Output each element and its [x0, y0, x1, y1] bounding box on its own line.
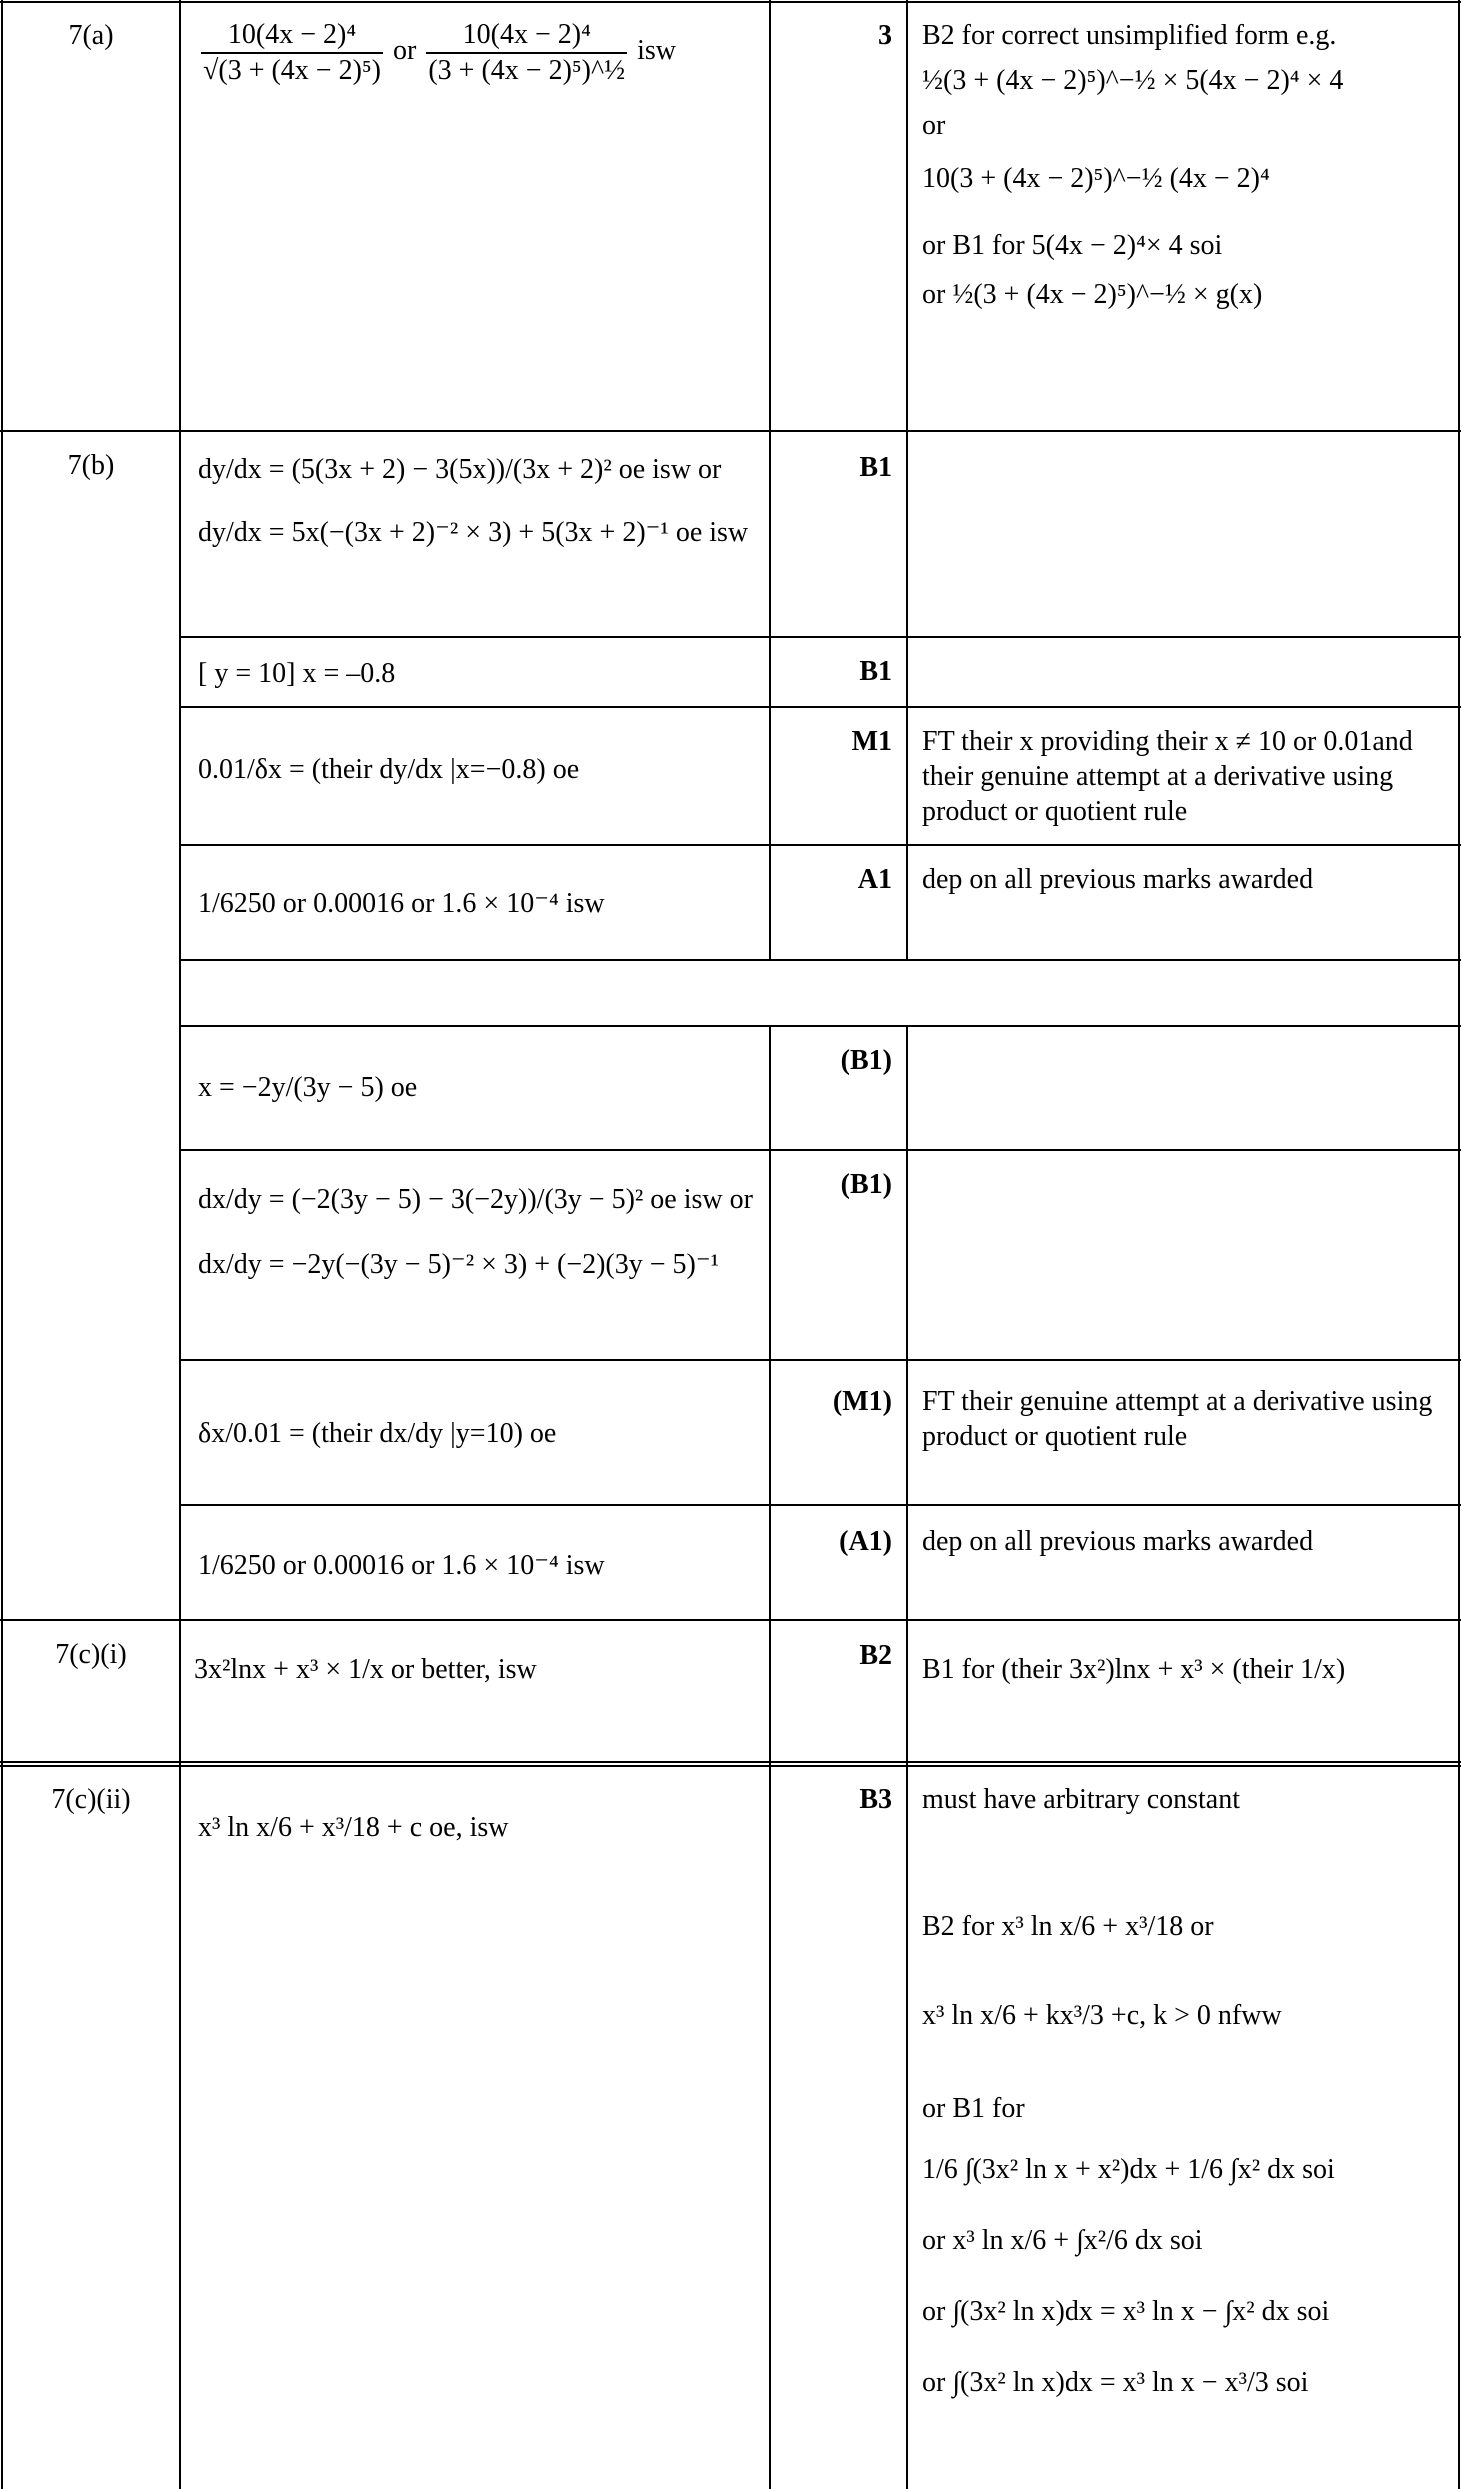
mark: 3	[878, 20, 892, 51]
guidance-7a: B2 for correct unsimplified form e.g. ½(3 + (4x − 2)⁵)^−½ × 5(4x − 2)⁴ × 4 or 10(3 + (4x − 2)⁵)^−½ (4x − 2)⁴ or B1 for 5(4x − 2)⁴× 4 soi or ½(3 + (4x − 2)⁵)^−½ × g(x)	[922, 20, 1344, 310]
answer-7b-result: 1/6250 or 0.00016 or 1.6 × 10⁻⁴ isw	[198, 888, 605, 919]
mark: B1	[859, 656, 892, 687]
answer-7a: $\frac{\text{10(4x − 2)⁴}}{\text{√(3 + (4x − 2)⁵)}}$ or $\frac{\text{10(4x − 2)⁴}}{\text{(3 + (4x − 2)⁵)\textasciicircum{}½}}$ isw	[203, 19, 677, 86]
guidance-7b-dep: dep on all previous marks awarded	[922, 864, 1314, 895]
mark: B3	[859, 1784, 892, 1815]
answer-7cii: x³ ln x/6 + x³/18 + c oe, isw	[198, 1812, 509, 1843]
mark: B2	[859, 1640, 892, 1671]
mark: (B1)	[840, 1045, 892, 1076]
guidance-7b-alt-ft: FT their genuine attempt at a derivative using product or quotient rule	[922, 1386, 1433, 1452]
mark: (M1)	[832, 1386, 892, 1417]
answer-7b-alt-result: 1/6250 or 0.00016 or 1.6 × 10⁻⁴ isw	[198, 1550, 605, 1581]
guidance-7cii: must have arbitrary constant B2 for x³ ln x/6 + x³/18 or x³ ln x/6 + kx³/3 +c, k > 0 nfww or B1 for 1/6 ∫(3x² ln x + x²)dx + 1/6 ∫x² dx soi or x³ ln x/6 + ∫x²/6 dx soi or ∫(3x² ln x)dx = x³ ln x − ∫x² dx soi or ∫(3x² ln x)dx = x³ ln x − x³/3 soi	[922, 1784, 1335, 2398]
question-number: 7(a)	[68, 20, 114, 51]
guidance-7b-ft: FT their x providing their x ≠ 10 or 0.01and their genuine attempt at a derivative using product or quotient rule	[922, 726, 1413, 827]
answer-7b-alt-derivative: dx/dy = (−2(3y − 5) − 3(−2y))/(3y − 5)² oe isw or dx/dy = −2y(−(3y − 5)⁻² × 3) + (−2)(3y − 5)⁻¹	[198, 1184, 753, 1280]
fraction: $\frac{\text{10(4x − 2)⁴}}{\text{(3 + (4x − 2)⁵)\textasciicircum{}½}}$	[428, 19, 626, 86]
mark: B1	[859, 452, 892, 483]
answer-7b-x-value: [ y = 10] x = –0.8	[198, 658, 396, 689]
answer-7b-alt-x: x = −2y/(3y − 5) oe	[198, 1072, 418, 1103]
answer-7b-derivative: dy/dx = (5(3x + 2) − 3(5x))/(3x + 2)² oe isw or dy/dx = 5x(−(3x + 2)⁻² × 3) + 5(3x + 2)⁻¹ oe isw	[198, 454, 749, 548]
question-number: 7(c)(ii)	[51, 1784, 131, 1815]
question-number: 7(b)	[67, 450, 115, 481]
mark: A1	[857, 864, 892, 895]
answer-7b-alt-small-change: δx/0.01 = (their dx/dy |y=10) oe	[198, 1418, 557, 1449]
mark: (B1)	[840, 1169, 892, 1200]
answer-7ci: 3x²lnx + x³ × 1/x or better, isw	[194, 1654, 537, 1685]
mark: (A1)	[839, 1526, 892, 1557]
answer-7b-small-change: 0.01/δx = (their dy/dx |x=−0.8) oe	[198, 754, 580, 785]
question-number: 7(c)(i)	[55, 1639, 127, 1670]
mark: M1	[851, 726, 892, 757]
guidance-7b-alt-dep: dep on all previous marks awarded	[922, 1526, 1314, 1557]
fraction: $\frac{\text{10(4x − 2)⁴}}{\text{√(3 + (4x − 2)⁵)}}$	[203, 19, 382, 86]
guidance-7ci: B1 for (their 3x²)lnx + x³ × (their 1/x)	[922, 1654, 1346, 1685]
